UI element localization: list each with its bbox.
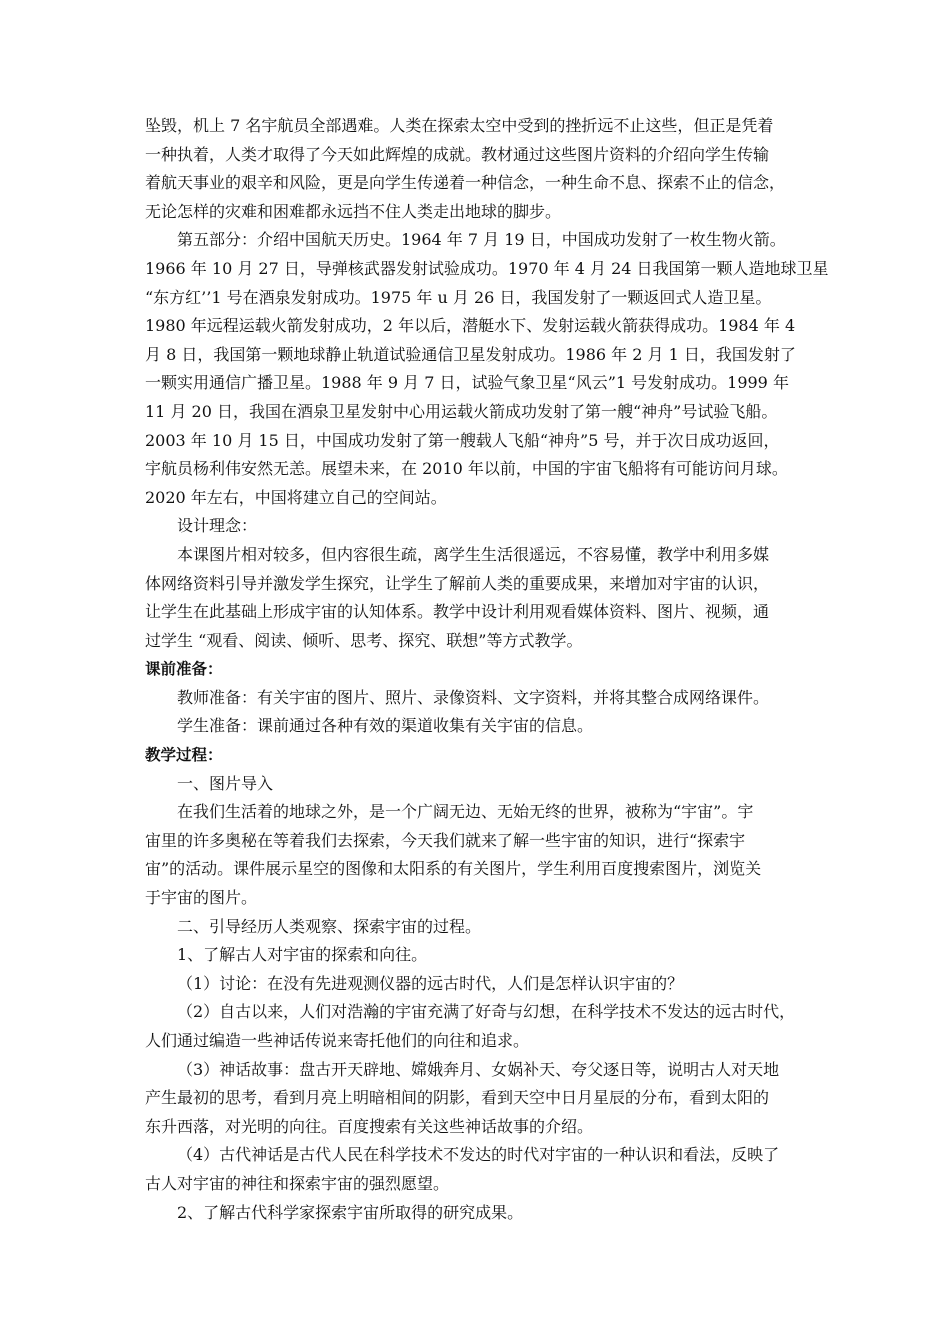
text-line: 1980 年远程运载火箭发射成功，2 年以后，潜艇水下、发射运载火箭获得成功。1984 年 4 [145,316,796,336]
text-line: （1）讨论：在没有先进观测仪器的远古时代，人们是怎样认识宇宙的？ [177,973,684,993]
paragraph [145,770,815,799]
text-line: 课前准备： [145,660,223,679]
text-line: 1966 年 10 月 27 日，导弹核武器发射试验成功。1970 年 4 月 24 日我国第一颗人造地球卫星 [145,258,829,278]
text-line: 2、了解古代科学家探索宇宙所取得的研究成果。 [177,1202,524,1222]
text-line: 坠毁，机上 7 名宇航员全部遇难。人类在探索太空中受到的挫折远不止这些，但正是凭着 [145,116,774,135]
text-line: （2）自古以来，人们对浩瀚的宇宙充满了好奇与幻想，在科学技术不发达的远古时代， [177,1002,796,1022]
paragraph [145,1141,815,1198]
paragraph [145,1056,815,1142]
text-line: “东方红’’1 号在酒泉发射成功。1975 年 u 月 26 日，我国发射了一颗返回式人造卫星。 [145,287,772,307]
text-line: 本课图片相对较多，但内容很生疏，离学生生活很遥远，不容易懂，教学中利用多媒 [177,544,770,564]
text-line: 教学过程： [145,746,223,765]
paragraph [145,998,815,1055]
text-line: 一、图片导入 [177,773,274,793]
paragraph [145,913,815,942]
paragraph [145,512,815,541]
text-line: 在我们生活着的地球之外，是一个广阔无边、无始无终的世界，被称为“宇宙”。宇 [177,802,754,822]
text-line: 体网络资料引导并激发学生探究，让学生了解前人类的重要成果，来增加对宇宙的认识， [145,573,770,593]
text-line: 月 8 日，我国第一颗地球静止轨道试验通信卫星发射成功。1986 年 2 月 1 日，我国发射了 [145,344,796,364]
text-line: 宙”的活动。课件展示星空的图像和太阳系的有关图片，学生利用百度搜索图片，浏览关 [145,859,762,879]
text-line: 东升西落，对光明的向往。百度搜索有关这些神话故事的介绍。 [145,1116,594,1136]
text-line: 教师准备：有关宇宙的图片、照片、录像资料、文字资料，并将其整合成网络课件。 [177,687,770,707]
text-line: 一种执着，人类才取得了今天如此辉煌的成就。教材通过这些图片资料的介绍向学生传输 [145,144,770,164]
text-line: 无论怎样的灾难和困难都永远挡不住人类走出地球的脚步。 [145,201,562,221]
paragraph [145,798,815,912]
text-line: 宙里的许多奥秘在等着我们去探索，今天我们就来了解一些宇宙的知识，进行“探索宇 [145,830,746,850]
text-line: 2020 年左右，中国将建立自己的空间站。 [145,487,447,507]
paragraph [145,541,815,655]
text-line: 学生准备：课前通过各种有效的渠道收集有关宇宙的信息。 [177,716,594,736]
text-line: 过学生 “观看、阅读、倾听、思考、探究、联想”等方式教学。 [145,630,583,650]
text-line: 设计理念： [177,516,258,536]
paragraph [145,1199,815,1228]
section-heading [145,655,815,684]
text-line: 二、引导经历人类观察、探索宇宙的过程。 [177,916,482,936]
text-line: 于宇宙的图片。 [145,888,258,908]
text-line: 着航天事业的艰辛和风险，更是向学生传递着一种信念，一种生命不息、探索不止的信念， [145,173,786,193]
paragraph [145,112,815,226]
text-line: 11 月 20 日，我国在酒泉卫星发射中心用运载火箭成功发射了第一艘“神舟”号试验飞船。 [145,401,778,421]
paragraph [145,941,815,970]
text-line: （4）古代神话是古代人民在科学技术不发达的时代对宇宙的一种认识和看法，反映了 [177,1145,780,1165]
text-line: 古人对宇宙的神往和探索宇宙的强烈愿望。 [145,1173,450,1193]
text-line: 产生最初的思考，看到月亮上明暗相间的阴影，看到天空中日月星辰的分布，看到太阳的 [145,1088,770,1108]
paragraph [145,226,829,512]
section-heading [145,741,815,770]
paragraph [145,684,815,713]
text-line: 一颗实用通信广播卫星。1988 年 9 月 7 日，试验气象卫星“风云”1 号发射成功。1999 年 [145,373,789,393]
text-line: 人们通过编造一些神话传说来寄托他们的向往和追求。 [145,1031,530,1050]
paragraph [145,712,815,741]
text-line: 宇航员杨利伟安然无恙。展望未来，在 2010 年以前，中国的宇宙飞船将有可能访问月球。 [145,459,788,479]
text-line: 1、了解古人对宇宙的探索和向往。 [177,945,428,965]
text-line: 第五部分：介绍中国航天历史。1964 年 7 月 19 日，中国成功发射了一枚生物火箭。 [177,230,786,250]
text-line: （3）神话故事：盘古开天辟地、嫦娥奔月、女娲补天、夸父逐日等，说明古人对天地 [177,1059,780,1079]
text-line: 让学生在此基础上形成宇宙的认知体系。教学中设计利用观看媒体资料、图片、视频，通 [145,602,770,622]
text-line: 2003 年 10 月 15 日，中国成功发射了第一艘载人飞船“神舟”5 号，并于次日成功返回， [145,430,780,450]
paragraph [145,970,815,999]
document-body [145,112,829,1227]
